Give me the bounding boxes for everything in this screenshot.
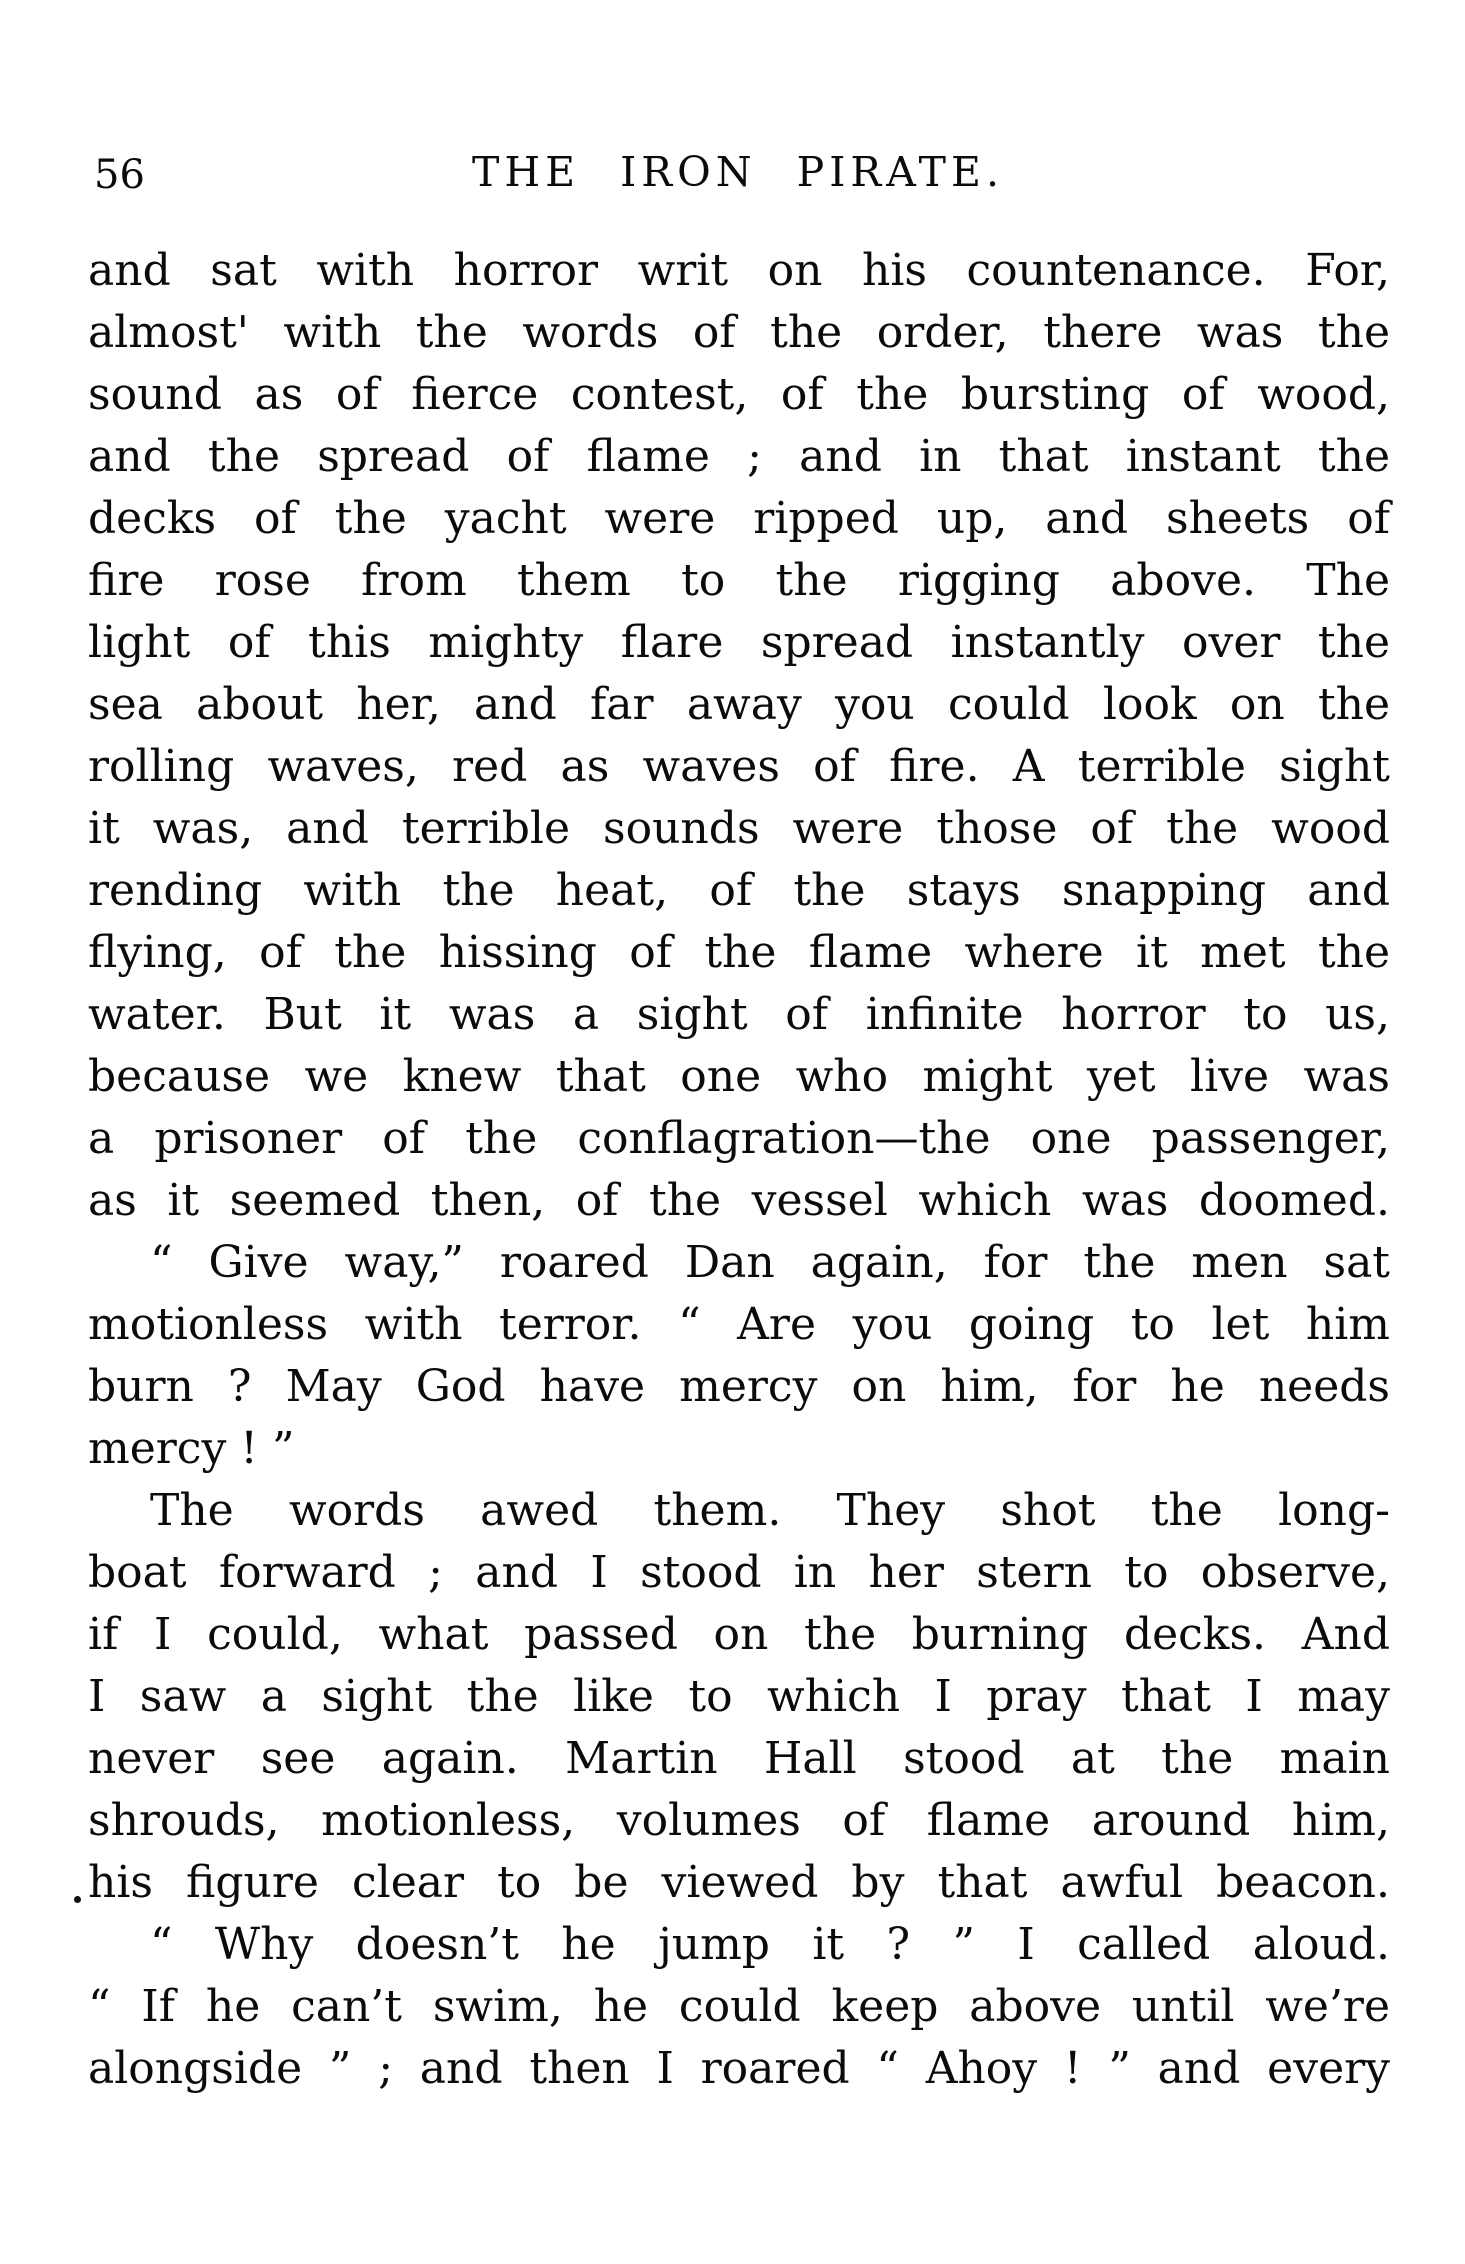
text-line: flying, of the hissing of the flame where it met the — [88, 927, 1390, 978]
text-line: never see again. Martin Hall stood at the main — [88, 1733, 1390, 1784]
text-line: because we knew that one who might yet live was — [88, 1051, 1390, 1102]
text-line: boat forward ; and I stood in her stern to observe, — [88, 1547, 1390, 1598]
text-line: burn ? May God have mercy on him, for he needs — [88, 1361, 1390, 1412]
text-line: sea about her, and far away you could look on the — [88, 679, 1390, 730]
text-line: and sat with horror writ on his countenance. For, — [88, 245, 1390, 296]
running-title: THE IRON PIRATE. — [472, 148, 1004, 196]
text-line: decks of the yacht were ripped up, and sheets of — [88, 493, 1390, 544]
text-line: rolling waves, red as waves of fire. A terrible sight — [88, 741, 1390, 792]
text-line: rending with the heat, of the stays snapping and — [88, 865, 1390, 916]
text-line: a prisoner of the conflagration—the one passenger, — [88, 1113, 1390, 1164]
text-line: “ Give way,” roared Dan again, for the men sat — [150, 1237, 1390, 1288]
text-line: sound as of fierce contest, of the bursting of wood, — [88, 369, 1390, 420]
text-line: almost' with the words of the order, there was the — [88, 307, 1390, 358]
page-number: 56 — [94, 152, 145, 198]
ink-speck — [74, 1896, 81, 1903]
text-line: “ Why doesn’t he jump it ? ” I called aloud. — [150, 1919, 1390, 1970]
text-line: The words awed them. They shot the long- — [150, 1485, 1390, 1536]
running-header — [88, 148, 1388, 204]
text-line: and the spread of flame ; and in that instant the — [88, 431, 1390, 482]
text-line: mercy ! ” — [88, 1423, 295, 1474]
text-line: it was, and terrible sounds were those of the wood — [88, 803, 1390, 854]
body-text — [88, 240, 1390, 2100]
text-line: if I could, what passed on the burning decks. And — [88, 1609, 1390, 1660]
text-line: water. But it was a sight of infinite horror to us, — [88, 989, 1390, 1040]
text-line: “ If he can’t swim, he could keep above until we’re — [88, 1981, 1390, 2032]
text-line: I saw a sight the like to which I pray that I may — [88, 1671, 1390, 1722]
text-line: motionless with terror. “ Are you going to let him — [88, 1299, 1390, 1350]
text-line: alongside ” ; and then I roared “ Ahoy ! ” and every — [88, 2043, 1390, 2094]
text-line: light of this mighty flare spread instantly over the — [88, 617, 1390, 668]
text-line: as it seemed then, of the vessel which was doomed. — [88, 1175, 1390, 1226]
text-line: shrouds, motionless, volumes of flame around him, — [88, 1795, 1390, 1846]
text-line: fire rose from them to the rigging above. The — [88, 555, 1390, 606]
text-line: his figure clear to be viewed by that awful beacon. — [88, 1857, 1390, 1908]
